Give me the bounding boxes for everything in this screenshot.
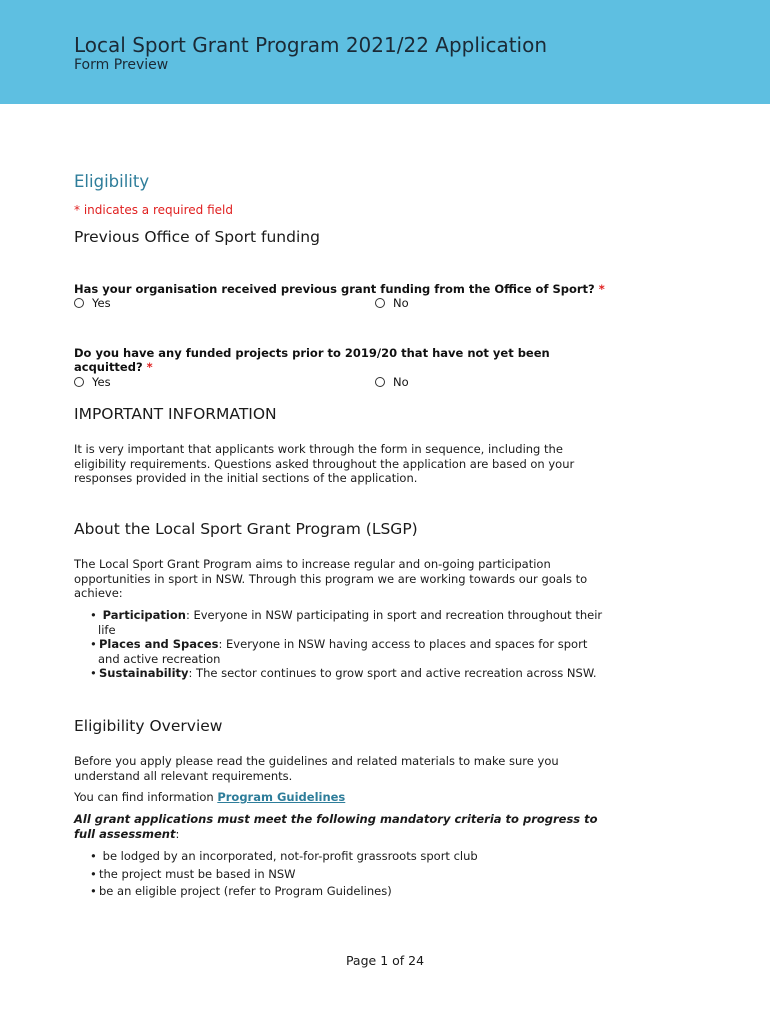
text-line: Before you apply please read the guidelines and related materials to make sure you — [74, 754, 559, 768]
text-line: eligibility requirements. Questions asked throughout the application are based on your — [74, 456, 575, 471]
heading-eligibility-overview: Eligibility Overview — [74, 717, 223, 735]
bullet-icon: • — [90, 608, 97, 622]
list-item — [90, 867, 690, 882]
text-line: understand all relevant requirements. — [74, 768, 293, 783]
question-text-line-2: acquitted? — [74, 360, 143, 374]
required-field-note: * indicates a required field — [74, 203, 233, 217]
question-text-line-1: Do you have any funded projects prior to 2019/20 that have not yet been — [74, 346, 550, 360]
question-unacquitted-projects — [74, 346, 550, 374]
bullet-icon: • — [90, 884, 97, 899]
goal-term: Sustainability — [99, 666, 189, 681]
text-line: It is very important that applicants work through the form in sequence, including the — [74, 442, 563, 456]
required-mark: * — [146, 360, 153, 374]
bullet-icon: • — [90, 849, 97, 863]
heading-previous-funding: Previous Office of Sport funding — [74, 228, 320, 246]
goal-description: : The sector continues to grow sport and active recreation across NSW. — [188, 666, 597, 681]
list-item — [90, 884, 690, 899]
radio-label: No — [393, 375, 409, 389]
radio-q1-no[interactable] — [375, 296, 409, 310]
bullet-icon: • — [90, 866, 97, 881]
text-line: The Local Sport Grant Program aims to increase regular and on-going participation — [74, 557, 551, 571]
page-number: Page 1 of 24 — [345, 953, 425, 968]
list-item — [90, 637, 690, 652]
criteria-list — [90, 849, 690, 899]
form-subtitle: Form Preview — [74, 57, 169, 73]
program-guidelines-link[interactable]: Program Guidelines — [217, 790, 346, 804]
important-information-text — [74, 442, 674, 486]
goal-term: Places and Spaces — [99, 637, 219, 652]
heading-important-information: IMPORTANT INFORMATION — [74, 405, 277, 423]
find-information-line — [74, 790, 674, 805]
mandatory-text-line-2: full assessment — [74, 826, 176, 841]
heading-about-lsgp: About the Local Sport Grant Program (LSGP) — [74, 520, 418, 538]
overview-text — [74, 754, 674, 783]
list-item — [90, 608, 690, 623]
list-item — [90, 849, 690, 864]
section-heading-eligibility: Eligibility — [74, 172, 150, 191]
radio-circle-icon[interactable] — [375, 377, 385, 387]
radio-circle-icon[interactable] — [74, 377, 84, 387]
radio-label: No — [393, 296, 409, 310]
goal-term: Participation — [102, 608, 186, 622]
text-line: responses provided in the initial sections of the application. — [74, 471, 418, 486]
find-information-text: You can find information — [74, 790, 218, 804]
question-previous-funding — [74, 282, 605, 296]
criterion-text: the project must be based in NSW — [99, 866, 296, 881]
text-line: achieve: — [74, 586, 123, 601]
page-header — [0, 0, 770, 104]
radio-label: Yes — [92, 296, 111, 310]
form-title: Local Sport Grant Program 2021/22 Application — [74, 33, 548, 57]
bullet-icon: • — [90, 666, 97, 681]
text-line: opportunities in sport in NSW. Through this program we are working towards our goals to — [74, 571, 588, 586]
goal-description: : Everyone in NSW having access to places and spaces for sport — [218, 637, 588, 652]
radio-q2-yes[interactable] — [74, 375, 111, 389]
criterion-text: be lodged by an incorporated, not-for-profit grassroots sport club — [102, 849, 478, 863]
bullet-icon: • — [90, 637, 97, 652]
mandatory-colon: : — [175, 826, 180, 841]
about-lsgp-text — [74, 557, 674, 601]
criterion-text: be an eligible project (refer to Program Guidelines) — [99, 884, 392, 899]
mandatory-text-line-1: All grant applications must meet the following mandatory criteria to progress to — [74, 812, 598, 826]
radio-label: Yes — [92, 375, 111, 389]
question-text: Has your organisation received previous grant funding from the Office of Sport? — [74, 282, 595, 296]
goal-description: : Everyone in NSW participating in sport and recreation throughout their — [185, 608, 603, 622]
goal-description-continued: and active recreation — [98, 651, 221, 666]
radio-circle-icon[interactable] — [74, 298, 84, 308]
radio-circle-icon[interactable] — [375, 298, 385, 308]
required-mark: * — [598, 282, 605, 296]
goal-description-continued: life — [98, 622, 116, 637]
radio-q1-yes[interactable] — [74, 296, 111, 310]
goals-list — [90, 608, 690, 681]
list-item — [90, 666, 690, 681]
radio-q2-no[interactable] — [375, 375, 409, 389]
mandatory-criteria-intro — [74, 812, 694, 841]
